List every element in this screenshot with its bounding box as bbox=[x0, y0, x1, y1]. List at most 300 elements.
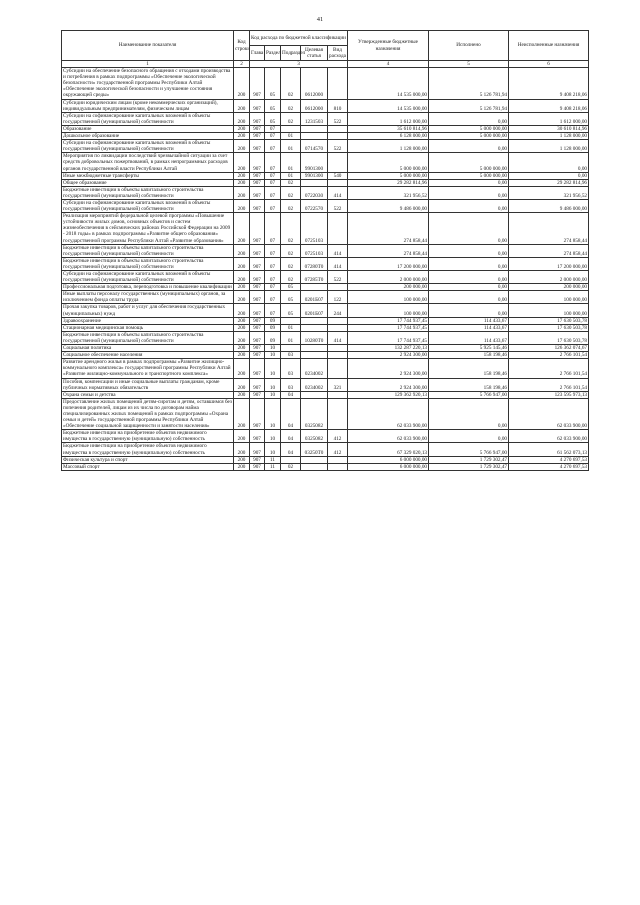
row-expense-type bbox=[328, 391, 348, 398]
row-unexecuted: 1 612 000,00 bbox=[509, 112, 589, 125]
row-section: 07 bbox=[265, 257, 281, 270]
row-name: Физическая культура и спорт bbox=[62, 456, 234, 463]
row-subsection: 01 bbox=[281, 133, 301, 140]
table-row bbox=[62, 324, 589, 331]
row-line-code: 200 bbox=[234, 199, 250, 212]
column-number: 5 bbox=[429, 61, 509, 68]
row-unexecuted: 2 766 101,54 bbox=[509, 352, 589, 359]
row-target: 0714570 bbox=[301, 140, 328, 153]
row-target: 0725103 bbox=[301, 213, 328, 244]
column-number: 1 bbox=[62, 61, 234, 68]
row-line-code: 200 bbox=[234, 271, 250, 284]
row-approved: 9 486 000,00 bbox=[348, 199, 429, 212]
row-unexecuted: 321 956,52 bbox=[509, 186, 589, 199]
row-unexecuted: 9 486 000,00 bbox=[509, 199, 589, 212]
row-unexecuted: 4 270 697,53 bbox=[509, 456, 589, 463]
row-unexecuted: 2 766 101,54 bbox=[509, 359, 589, 378]
row-line-code: 200 bbox=[234, 179, 250, 186]
row-target: 0725103 bbox=[301, 244, 328, 257]
row-subsection: 01 bbox=[281, 153, 301, 172]
row-line-code: 200 bbox=[234, 443, 250, 456]
table-row bbox=[62, 133, 589, 140]
row-target bbox=[301, 284, 328, 291]
row-approved: 35 610 814,96 bbox=[348, 125, 429, 132]
row-approved: 1 128 000,00 bbox=[348, 140, 429, 153]
row-unexecuted: 1 128 000,00 bbox=[509, 140, 589, 153]
row-approved: 2 924 300,00 bbox=[348, 359, 429, 378]
row-subsection: 03 bbox=[281, 359, 301, 378]
table-row bbox=[62, 179, 589, 186]
row-target: 07285Т0 bbox=[301, 271, 328, 284]
row-line-code: 200 bbox=[234, 304, 250, 317]
row-target: 0201Б07 bbox=[301, 304, 328, 317]
row-approved: 274 858,44 bbox=[348, 244, 429, 257]
row-section: 10 bbox=[265, 391, 281, 398]
row-expense-type bbox=[328, 179, 348, 186]
row-unexecuted: 17 630 503,78 bbox=[509, 331, 589, 344]
column-number: 3 bbox=[250, 61, 348, 68]
row-executed: 5 000 000,00 bbox=[429, 133, 509, 140]
row-subsection: 01 bbox=[281, 324, 301, 331]
table-row bbox=[62, 125, 589, 132]
row-executed: 0,00 bbox=[429, 284, 509, 291]
row-subsection: 03 bbox=[281, 378, 301, 391]
row-subsection: 05 bbox=[281, 304, 301, 317]
row-line-code: 200 bbox=[234, 99, 250, 112]
row-chapter: 907 bbox=[250, 345, 265, 352]
row-name: Профессиональная подготовка, переподготовка и повышение квалификации bbox=[63, 284, 232, 291]
row-chapter: 907 bbox=[250, 112, 265, 125]
row-subsection: 01 bbox=[281, 331, 301, 344]
table-row bbox=[62, 153, 589, 172]
row-line-code: 200 bbox=[234, 213, 250, 244]
row-line-code: 200 bbox=[234, 186, 250, 199]
header-line-code: Код строки bbox=[234, 31, 250, 61]
row-chapter: 907 bbox=[250, 68, 265, 99]
row-target bbox=[301, 352, 328, 359]
row-line-code: 200 bbox=[234, 133, 250, 140]
header-subsection: Подраздел bbox=[281, 46, 301, 61]
row-target: 0325082 bbox=[301, 398, 328, 429]
column-number: 2 bbox=[234, 61, 250, 68]
row-chapter: 907 bbox=[250, 199, 265, 212]
row-approved: 321 956,52 bbox=[348, 186, 429, 199]
row-subsection: 02 bbox=[281, 271, 301, 284]
row-expense-type bbox=[328, 213, 348, 244]
row-unexecuted: 126 362 074,67 bbox=[509, 345, 589, 352]
row-chapter: 907 bbox=[250, 456, 265, 463]
row-line-code: 200 bbox=[234, 244, 250, 257]
row-expense-type: 540 bbox=[328, 172, 348, 179]
row-chapter: 907 bbox=[250, 324, 265, 331]
row-chapter: 907 bbox=[250, 352, 265, 359]
table-row bbox=[62, 172, 589, 179]
row-expense-type bbox=[328, 133, 348, 140]
table-row bbox=[62, 284, 589, 291]
row-subsection: 03 bbox=[281, 352, 301, 359]
row-approved: 5 000 000,00 bbox=[348, 172, 429, 179]
row-name: Стационарная медицинская помощь bbox=[62, 324, 234, 331]
row-executed: 1 729 302,47 bbox=[429, 456, 509, 463]
row-chapter: 907 bbox=[250, 398, 265, 429]
row-executed: 5 766 947,00 bbox=[429, 391, 509, 398]
row-name: Массовый спорт bbox=[62, 463, 234, 470]
row-line-code: 200 bbox=[234, 172, 250, 179]
row-name: Реализация мероприятий федеральной целевой программы «Повышение устойчивости жилых домов, основных объектов и систем жизнеобеспечения в сейсмических районах Российской Федерации на 2009 - 2018 годы» в рамках подпрограммы «Развитие общего образования» государственной программы Республики Алтай «Развитие образования» bbox=[62, 213, 234, 244]
row-expense-type: 412 bbox=[328, 430, 348, 443]
row-expense-type: 412 bbox=[328, 443, 348, 456]
row-approved: 62 033 900,00 bbox=[348, 430, 429, 443]
row-unexecuted: 200 000,00 bbox=[509, 284, 589, 291]
table-row bbox=[62, 199, 589, 212]
row-target bbox=[301, 456, 328, 463]
row-executed: 5 126 781,94 bbox=[429, 68, 509, 99]
row-expense-type bbox=[328, 284, 348, 291]
row-line-code: 200 bbox=[234, 284, 250, 291]
row-executed: 158 198,46 bbox=[429, 378, 509, 391]
row-executed: 114 433,67 bbox=[429, 317, 509, 324]
header-chapter: Глава bbox=[250, 46, 265, 61]
row-approved: 6 000 000,00 bbox=[348, 456, 429, 463]
row-approved: 132 287 220,13 bbox=[348, 345, 429, 352]
table-row bbox=[62, 463, 589, 470]
row-executed: 0,00 bbox=[429, 199, 509, 212]
row-target: 10280Т0 bbox=[301, 331, 328, 344]
row-unexecuted: 4 270 697,53 bbox=[509, 463, 589, 470]
row-chapter: 907 bbox=[250, 133, 265, 140]
row-target: 1231503 bbox=[301, 112, 328, 125]
row-executed: 0,00 bbox=[429, 271, 509, 284]
row-subsection: 02 bbox=[281, 463, 301, 470]
row-target bbox=[301, 179, 328, 186]
row-executed: 0,00 bbox=[429, 140, 509, 153]
row-unexecuted: 0,00 bbox=[509, 153, 589, 172]
row-line-code: 200 bbox=[234, 359, 250, 378]
row-unexecuted: 274 858,44 bbox=[509, 244, 589, 257]
table-row bbox=[62, 112, 589, 125]
row-line-code: 200 bbox=[234, 153, 250, 172]
row-subsection: 02 bbox=[281, 179, 301, 186]
row-unexecuted: 123 595 973,13 bbox=[509, 391, 589, 398]
row-executed: 5 925 145,46 bbox=[429, 345, 509, 352]
row-line-code: 200 bbox=[234, 112, 250, 125]
row-expense-type: 122 bbox=[328, 291, 348, 304]
row-chapter: 907 bbox=[250, 213, 265, 244]
row-section: 10 bbox=[265, 352, 281, 359]
table-row bbox=[62, 140, 589, 153]
row-chapter: 907 bbox=[250, 443, 265, 456]
row-name: Пособия, компенсации и иные социальные выплаты гражданам, кроме публичных нормативных обязательств bbox=[62, 378, 234, 391]
row-name: Предоставление жилых помещений детям-сиротам и детям, оставшимся без попечения родителей, лицам из их числа по договорам найма специализированных жилых помещений в рамках подпрограммы «Охрана семьи и детей» государственной программы Республики Алтай «Обеспечение социальной защищенности и занятости населения» bbox=[63, 398, 232, 430]
row-chapter: 907 bbox=[250, 430, 265, 443]
row-target bbox=[301, 463, 328, 470]
table-row bbox=[62, 304, 589, 317]
row-approved: 17 744 937,45 bbox=[348, 324, 429, 331]
table-row bbox=[62, 291, 589, 304]
row-name: Субсидии на софинансирование капитальных вложений в объекты государственной (муниципальной) собственности bbox=[62, 199, 234, 212]
row-executed: 0,00 bbox=[429, 213, 509, 244]
row-line-code: 200 bbox=[234, 463, 250, 470]
row-expense-type: 321 bbox=[328, 378, 348, 391]
header-section: Раздел bbox=[265, 46, 281, 61]
row-name: Охрана семьи и детства bbox=[62, 391, 234, 398]
row-line-code: 200 bbox=[234, 456, 250, 463]
row-target bbox=[301, 391, 328, 398]
row-subsection bbox=[281, 317, 301, 324]
row-unexecuted: 0,00 bbox=[509, 172, 589, 179]
row-executed: 5 000 000,00 bbox=[429, 172, 509, 179]
row-section: 05 bbox=[265, 68, 281, 99]
row-executed: 0,00 bbox=[429, 257, 509, 270]
row-unexecuted: 9 408 218,06 bbox=[509, 99, 589, 112]
row-subsection: 01 bbox=[281, 172, 301, 179]
row-name: Прочая закупка товаров, работ и услуг для обеспечения государственных (муниципальных) нужд bbox=[62, 304, 234, 317]
row-chapter: 907 bbox=[250, 125, 265, 132]
row-expense-type: 522 bbox=[328, 140, 348, 153]
row-name: Образование bbox=[62, 125, 234, 132]
row-name: Субсидии юридическим лицам (кроме некоммерческих организаций), индивидуальным предпринимателям, физическим лицам bbox=[62, 99, 234, 112]
row-name: Здравоохранение bbox=[62, 317, 234, 324]
header-unexecuted: Неисполненные назначения bbox=[509, 31, 589, 61]
row-expense-type: 522 bbox=[328, 199, 348, 212]
row-chapter: 907 bbox=[250, 186, 265, 199]
row-name: Социальная политика bbox=[62, 345, 234, 352]
row-chapter: 907 bbox=[250, 257, 265, 270]
row-target: 9901300 bbox=[301, 153, 328, 172]
row-name: Бюджетные инвестиции в объекты капитального строительства государственной (муниципальной) собственности bbox=[62, 244, 234, 257]
column-number: 6 bbox=[509, 61, 589, 68]
row-unexecuted: 61 562 073,13 bbox=[509, 443, 589, 456]
row-section: 07 bbox=[265, 172, 281, 179]
header-target: Целевая статья bbox=[301, 46, 328, 61]
row-expense-type: 244 bbox=[328, 304, 348, 317]
row-section: 07 bbox=[265, 244, 281, 257]
row-expense-type: 414 bbox=[328, 244, 348, 257]
row-executed: 158 198,46 bbox=[429, 359, 509, 378]
row-chapter: 907 bbox=[250, 99, 265, 112]
table-row bbox=[62, 317, 589, 324]
row-expense-type: 414 bbox=[328, 331, 348, 344]
row-chapter: 907 bbox=[250, 140, 265, 153]
row-chapter: 907 bbox=[250, 284, 265, 291]
row-subsection: 02 bbox=[281, 257, 301, 270]
row-expense-type bbox=[328, 125, 348, 132]
row-unexecuted: 17 630 503,78 bbox=[509, 324, 589, 331]
row-chapter: 907 bbox=[250, 153, 265, 172]
row-executed: 5 000 000,00 bbox=[429, 125, 509, 132]
row-expense-type bbox=[328, 352, 348, 359]
row-target: 03250Т0 bbox=[301, 443, 328, 456]
row-subsection: 05 bbox=[281, 291, 301, 304]
row-target: 0722570 bbox=[301, 199, 328, 212]
row-unexecuted: 29 282 814,96 bbox=[509, 179, 589, 186]
row-section: 05 bbox=[265, 99, 281, 112]
row-executed: 114 433,67 bbox=[429, 324, 509, 331]
row-unexecuted: 274 858,44 bbox=[509, 213, 589, 244]
row-line-code: 200 bbox=[234, 398, 250, 429]
row-expense-type bbox=[328, 68, 348, 99]
row-approved: 67 329 020,13 bbox=[348, 443, 429, 456]
row-name: Субсидии на софинансирование капитальных вложений в объекты государственной (муниципальной) собственности bbox=[62, 271, 234, 284]
row-executed: 158 198,46 bbox=[429, 352, 509, 359]
table-row bbox=[62, 456, 589, 463]
row-name: Бюджетные инвестиции на приобретение объектов недвижимого имущества в государственную (муниципальную) собственность bbox=[62, 430, 234, 443]
row-approved: 2 924 300,00 bbox=[348, 352, 429, 359]
row-unexecuted: 9 408 218,06 bbox=[509, 68, 589, 99]
row-expense-type bbox=[328, 463, 348, 470]
row-chapter: 907 bbox=[250, 244, 265, 257]
row-unexecuted: 17 200 000,00 bbox=[509, 257, 589, 270]
page-number: 41 bbox=[316, 16, 324, 23]
row-executed: 0,00 bbox=[429, 430, 509, 443]
row-target: 0201Б07 bbox=[301, 291, 328, 304]
row-subsection bbox=[281, 456, 301, 463]
row-approved: 14 535 000,00 bbox=[348, 68, 429, 99]
row-approved: 2 000 000,00 bbox=[348, 271, 429, 284]
row-target: 0325082 bbox=[301, 430, 328, 443]
row-line-code: 200 bbox=[234, 331, 250, 344]
header-executed: Исполнено bbox=[429, 31, 509, 61]
row-section: 07 bbox=[265, 284, 281, 291]
table-row bbox=[62, 352, 589, 359]
table-row bbox=[62, 391, 589, 398]
row-name: Субсидии на софинансирование капитальных вложений в объекты государственной (муниципальной) собственности bbox=[62, 112, 234, 125]
row-unexecuted: 62 033 900,00 bbox=[509, 398, 589, 429]
row-line-code: 200 bbox=[234, 430, 250, 443]
row-name: Субсидии на софинансирование капитальных вложений в объекты государственной (муниципальной) собственности bbox=[62, 140, 234, 153]
row-section: 07 bbox=[265, 271, 281, 284]
row-approved: 6 000 000,00 bbox=[348, 463, 429, 470]
row-expense-type: 414 bbox=[328, 186, 348, 199]
row-target bbox=[301, 133, 328, 140]
header-expense-type: Вид расхода bbox=[329, 46, 346, 59]
table-row bbox=[62, 378, 589, 391]
row-subsection: 04 bbox=[281, 443, 301, 456]
row-chapter: 907 bbox=[250, 271, 265, 284]
row-executed: 114 433,67 bbox=[429, 331, 509, 344]
row-target: 9901300 bbox=[301, 172, 328, 179]
row-subsection: 02 bbox=[281, 244, 301, 257]
row-approved: 200 000,00 bbox=[348, 284, 429, 291]
row-section: 11 bbox=[265, 456, 281, 463]
row-chapter: 907 bbox=[250, 463, 265, 470]
row-name: Бюджетные инвестиции в объекты капитального строительства государственной (муниципальной) собственности bbox=[62, 331, 234, 344]
header-name: Наименование показателя bbox=[62, 31, 234, 61]
row-line-code: 200 bbox=[234, 352, 250, 359]
row-unexecuted: 62 033 900,00 bbox=[509, 430, 589, 443]
row-executed: 0,00 bbox=[429, 304, 509, 317]
row-approved: 5 000 000,00 bbox=[348, 153, 429, 172]
row-target: 07280Т0 bbox=[301, 257, 328, 270]
row-expense-type bbox=[328, 359, 348, 378]
row-approved: 274 858,44 bbox=[348, 213, 429, 244]
table-row bbox=[62, 186, 589, 199]
row-approved: 29 282 814,96 bbox=[348, 179, 429, 186]
row-subsection: 02 bbox=[281, 186, 301, 199]
row-name: Социальное обеспечение населения bbox=[62, 352, 234, 359]
row-subsection: 04 bbox=[281, 398, 301, 429]
row-target: 0234002 bbox=[301, 359, 328, 378]
row-section: 09 bbox=[265, 317, 281, 324]
row-expense-type: 522 bbox=[328, 112, 348, 125]
row-target: 0722030 bbox=[301, 186, 328, 199]
row-target: 0234002 bbox=[301, 378, 328, 391]
table-row bbox=[62, 68, 589, 99]
row-approved: 2 924 300,00 bbox=[348, 378, 429, 391]
row-section: 07 bbox=[265, 213, 281, 244]
row-expense-type: 414 bbox=[328, 257, 348, 270]
row-section: 09 bbox=[265, 331, 281, 344]
row-subsection: 02 bbox=[281, 112, 301, 125]
row-unexecuted: 1 128 000,00 bbox=[509, 133, 589, 140]
row-subsection bbox=[281, 125, 301, 132]
table-body bbox=[62, 68, 589, 471]
row-executed: 0,00 bbox=[429, 398, 509, 429]
row-target bbox=[301, 125, 328, 132]
row-chapter: 907 bbox=[250, 317, 265, 324]
row-unexecuted: 100 000,00 bbox=[509, 304, 589, 317]
row-expense-type bbox=[328, 398, 348, 429]
row-target bbox=[301, 317, 328, 324]
row-chapter: 907 bbox=[250, 304, 265, 317]
row-target: 0612000 bbox=[301, 99, 328, 112]
table-row bbox=[62, 331, 589, 344]
row-expense-type: 522 bbox=[328, 271, 348, 284]
row-subsection: 04 bbox=[281, 391, 301, 398]
table-row bbox=[62, 271, 589, 284]
table-row bbox=[62, 257, 589, 270]
row-section: 07 bbox=[265, 153, 281, 172]
row-name: Общее образование bbox=[62, 179, 234, 186]
row-line-code: 200 bbox=[234, 68, 250, 99]
row-approved: 17 200 000,00 bbox=[348, 257, 429, 270]
row-unexecuted: 2 766 101,54 bbox=[509, 378, 589, 391]
row-chapter: 907 bbox=[250, 391, 265, 398]
row-approved: 17 744 937,45 bbox=[348, 331, 429, 344]
row-name: Бюджетные инвестиции на приобретение объектов недвижимого имущества в государственную (муниципальную) собственность bbox=[62, 443, 234, 456]
row-section: 10 bbox=[265, 443, 281, 456]
row-executed: 0,00 bbox=[429, 112, 509, 125]
row-name: Бюджетные инвестиции в объекты капитального строительства государственной (муниципальной) собственности bbox=[62, 257, 234, 270]
row-chapter: 907 bbox=[250, 179, 265, 186]
row-section: 07 bbox=[265, 304, 281, 317]
row-unexecuted: 100 000,00 bbox=[509, 291, 589, 304]
row-subsection: 02 bbox=[281, 213, 301, 244]
row-approved: 129 362 920,13 bbox=[348, 391, 429, 398]
row-section: 07 bbox=[265, 291, 281, 304]
table-row bbox=[62, 345, 589, 352]
row-section: 10 bbox=[265, 345, 281, 352]
row-executed: 5 766 947,00 bbox=[429, 443, 509, 456]
row-name: Мероприятия по ликвидации последствий чрезвычайной ситуации за счет средств добровольных пожертвований, в рамках непрограммных расходов органов государственной власти Республики Алтай bbox=[62, 153, 234, 172]
row-subsection: 05 bbox=[281, 284, 301, 291]
table-row bbox=[62, 359, 589, 378]
row-name: Дошкольное образование bbox=[62, 133, 234, 140]
row-section: 07 bbox=[265, 140, 281, 153]
row-expense-type bbox=[328, 324, 348, 331]
row-executed: 5 000 000,00 bbox=[429, 153, 509, 172]
row-subsection: 04 bbox=[281, 430, 301, 443]
row-line-code: 200 bbox=[234, 345, 250, 352]
row-section: 07 bbox=[265, 133, 281, 140]
row-unexecuted: 30 610 814,96 bbox=[509, 125, 589, 132]
row-executed: 1 729 302,47 bbox=[429, 463, 509, 470]
row-section: 10 bbox=[265, 430, 281, 443]
row-subsection: 02 bbox=[281, 199, 301, 212]
row-line-code: 200 bbox=[234, 324, 250, 331]
row-executed: 0,00 bbox=[429, 186, 509, 199]
row-section: 09 bbox=[265, 324, 281, 331]
